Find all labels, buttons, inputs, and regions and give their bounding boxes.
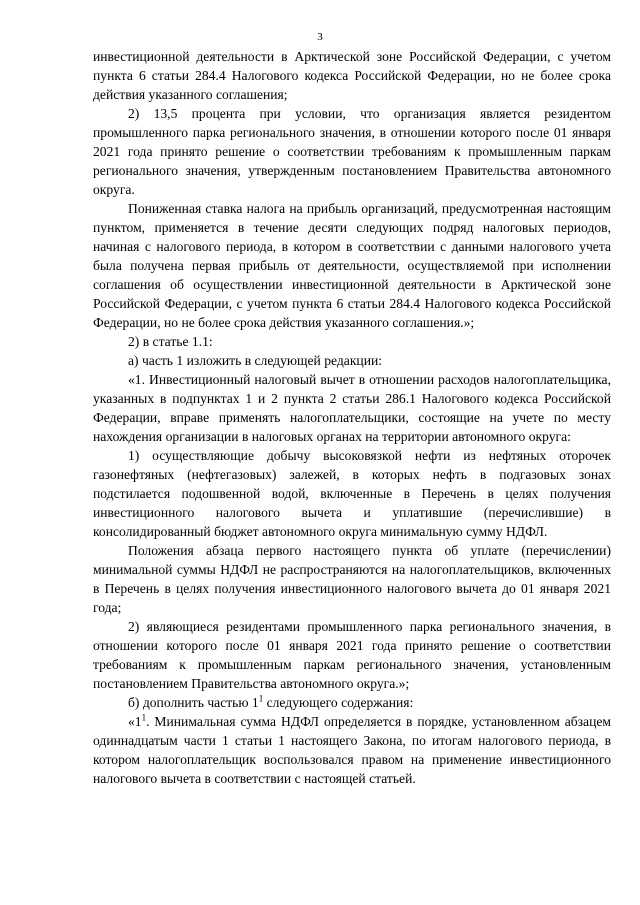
paragraph: а) часть 1 изложить в следующей редакции: [128,353,383,368]
paragraph: Положения абзаца первого настоящего пункта об уплате (перечислении) минимальной суммы НДФЛ не распространяются на налогоплательщиков, включенных в Перечень в целях получения инвестиционного налогового вычета до 01 января 2021 года; [93,543,611,615]
paragraph: 2) 13,5 процента при условии, что организация является резидентом промышленного парка регионального значения, в отношении которого после 01 января 2021 года принято решение о соответствии требованиям к промышленным паркам регионального значения, утвержденным постановлением Правительства автономного округа. [93,106,611,197]
paragraph: инвестиционной деятельности в Арктической зоне Российской Федерации, с учетом пункта 6 статьи 284.4 Налогового кодекса Российской Федерации, но не более срока действия указанного соглашения; [93,49,611,102]
paragraph: «1. Инвестиционный налоговый вычет в отношении расходов налогоплательщика, указанных в подпунктах 1 и 2 пункта 2 статьи 286.1 Налогового кодекса Российской Федерации, вправе применять налогоплательщики, состоящие на учете по месту нахождения организации в налоговых органах на территории автономного округа: [93,372,611,444]
text-fragment: . Минимальная сумма НДФЛ определяется в порядке, установленном абзацем одиннадцатым части 1 статьи 1 настоящего Закона, по итогам налогового периода, в котором налогоплательщик воспользовался правом на применение инвестиционного налогового вычета в соответствии с настоящей статьей. [93,714,611,786]
paragraph: 2) являющиеся резидентами промышленного парка регионального значения, в отношении которого после 01 января 2021 года принято решение о соответствии требованиям к промышленным паркам регионального значения, установленным постановлением Правительства автономного округа.»; [93,619,611,691]
paragraph-part-1-1-text [93,712,611,788]
text-fragment: «1 [128,714,142,729]
text-fragment: б) дополнить частью 1 [128,695,259,710]
paragraph: 1) осуществляющие добычу высоковязкой нефти из нефтяных оторочек газонефтяных (нефтегазовых) залежей, в которых нефть в подгазовых зонах подстилается подошвенной водой, включенные в Перечень в целях получения инвестиционного налогового вычета и уплатившие (перечислившие) в консолидированный бюджет автономного округа минимальную сумму НДФЛ. [93,448,611,539]
document-body [93,47,611,788]
text-fragment: следующего содержания: [263,695,414,710]
superscript: 1 [258,693,264,704]
page-number: 3 [317,31,323,43]
paragraph-part-1-1-intro [93,693,611,712]
paragraph: 2) в статье 1.1: [128,334,213,349]
superscript: 1 [141,712,147,723]
paragraph: Пониженная ставка налога на прибыль организаций, предусмотренная настоящим пунктом, применяется в течение десяти следующих подряд налоговых периодов, начиная с налогового периода, в котором в соответствии с данными налогового учета была получена первая прибыль от деятельности, осуществляемой при исполнении соглашения об осуществлении инвестиционной деятельности в Арктической зоне Российской Федерации, с учетом пункта 6 статьи 284.4 Налогового кодекса Российской Федерации, но не более срока действия указанного соглашения.»; [93,201,611,330]
